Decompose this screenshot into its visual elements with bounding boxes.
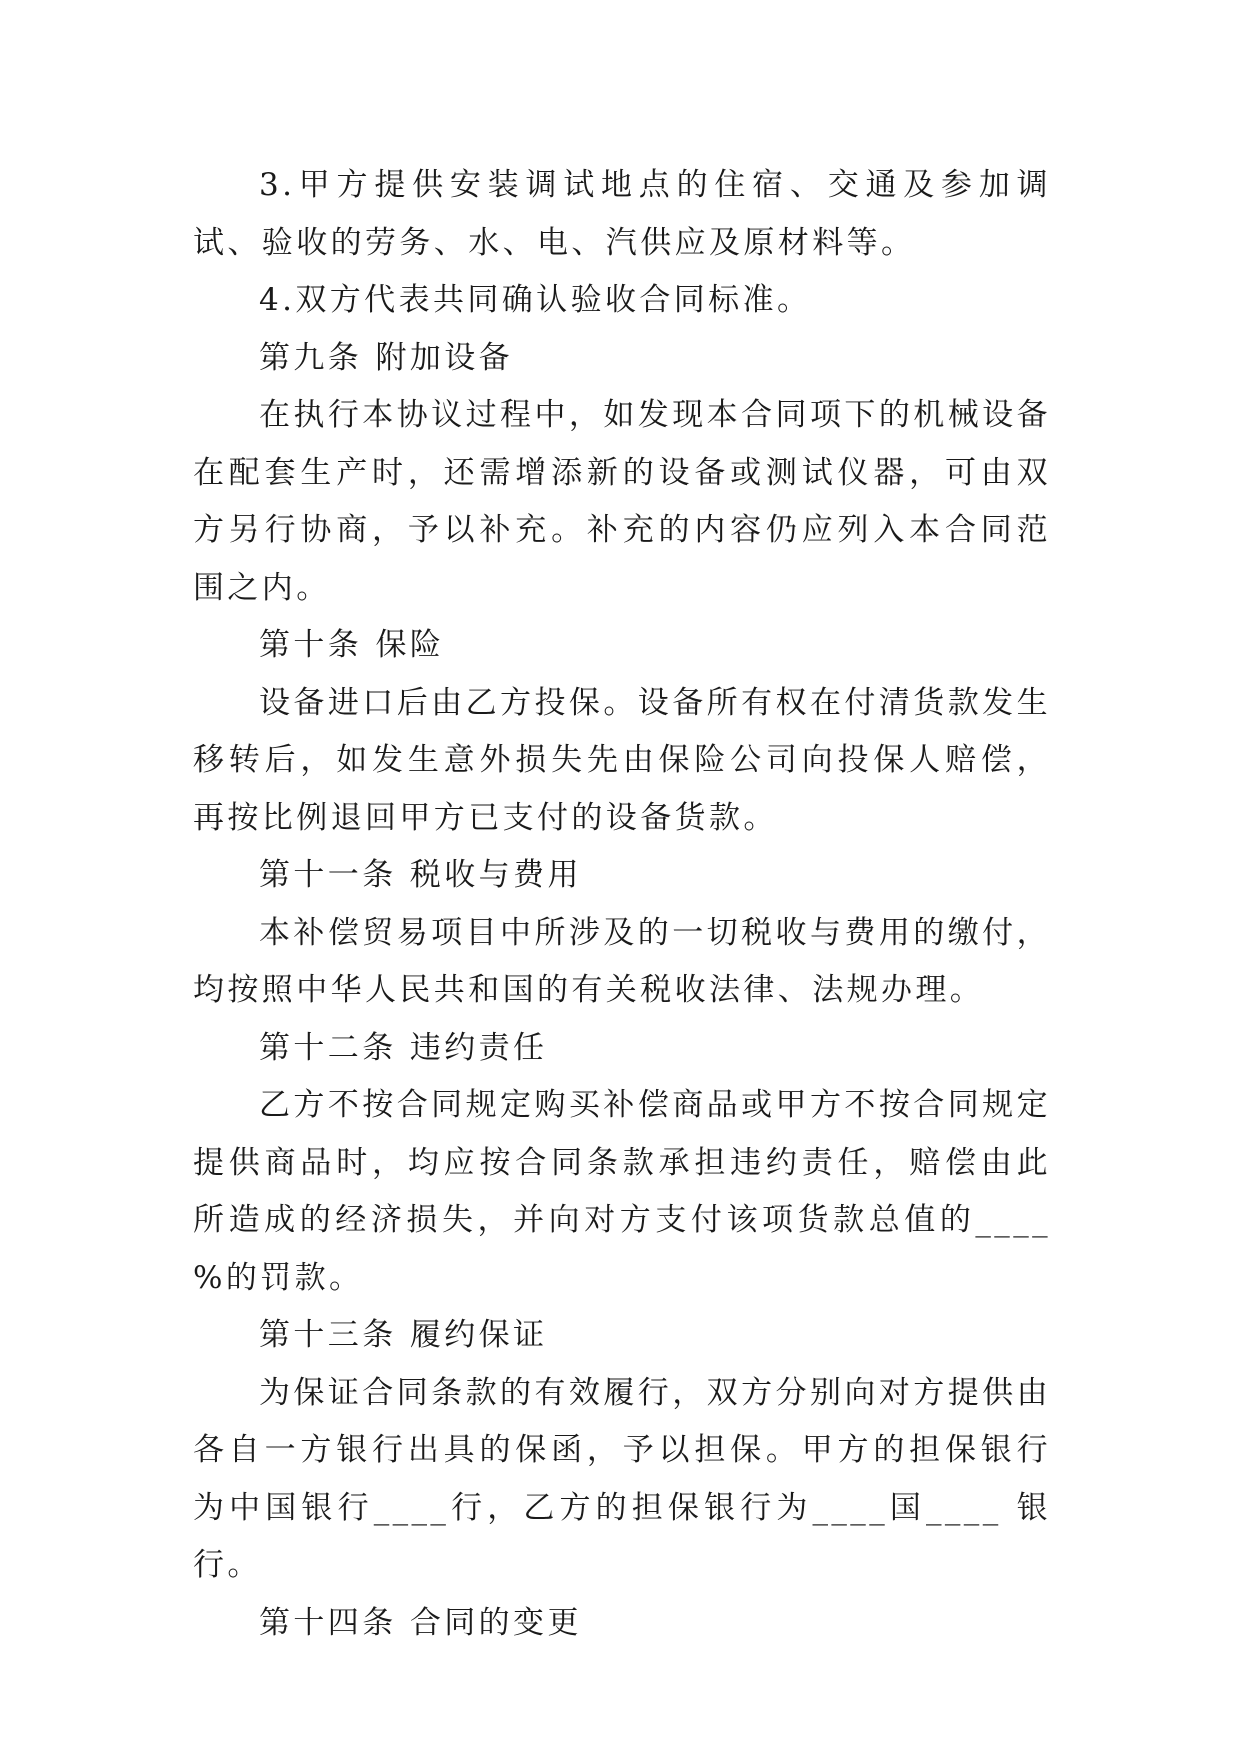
article-11-heading: 第十一条 税收与费用	[259, 857, 582, 893]
paragraph-item-3: 3.甲方提供安装调试地点的住宿、交通及参加调试、验收的劳务、水、电、汽供应及原材料等。	[193, 167, 1051, 261]
article-14-heading: 第十四条 合同的变更	[259, 1604, 582, 1641]
article-10-heading: 第十条 保险	[259, 627, 445, 663]
article-13-heading: 第十三条 履约保证	[259, 1317, 548, 1353]
article-9-body: 在执行本协议过程中，如发现本合同项下的机械设备在配套生产时，还需增添新的设备或测试仪器，可由双方另行协商，予以补充。补充的内容仍应列入本合同范围之内。	[193, 397, 1051, 606]
article-11-body: 本补偿贸易项目中所涉及的一切税收与费用的缴付，均按照中华人民共和国的有关税收法律、法规办理。	[193, 914, 1051, 1008]
paragraph-item-4: 4.双方代表共同确认验收合同标准。	[259, 282, 812, 318]
article-12-body: 乙方不按合同规定购买补偿商品或甲方不按合同规定提供商品时，均应按合同条款承担违约责任，赔偿由此所造成的经济损失，并向对方支付该项货款总值的____ %的罚款。	[193, 1087, 1051, 1296]
article-13-body: 为保证合同条款的有效履行，双方分别向对方提供由各自一方银行出具的保函，予以担保。甲方的担保银行为中国银行____行，乙方的担保银行为____国____ 银行。	[193, 1374, 1051, 1583]
document-page	[193, 157, 1051, 1652]
article-10-body: 设备进口后由乙方投保。设备所有权在付清货款发生移转后，如发生意外损失先由保险公司向投保人赔偿，再按比例退回甲方已支付的设备货款。	[193, 684, 1051, 836]
article-9-heading: 第九条 附加设备	[259, 339, 514, 376]
article-12-heading: 第十二条 违约责任	[259, 1029, 548, 1066]
